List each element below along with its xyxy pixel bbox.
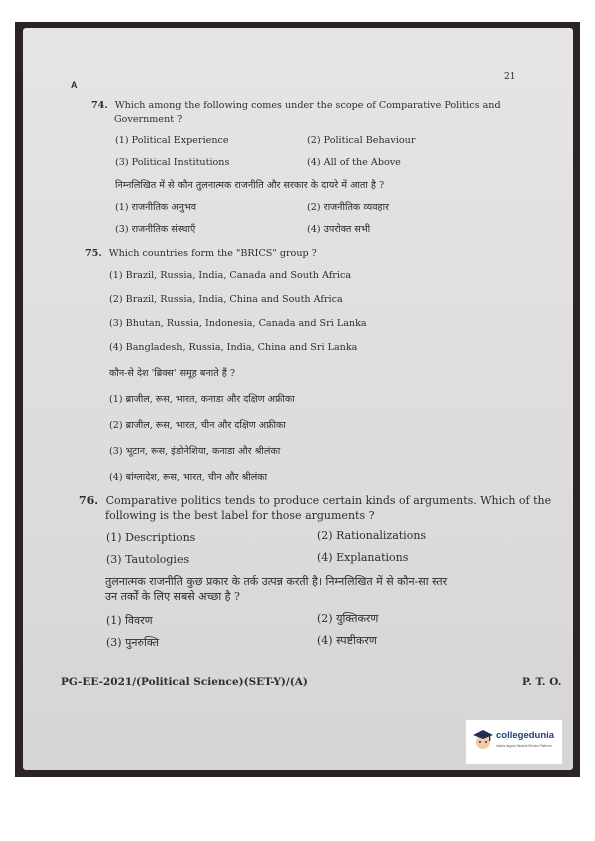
option-75-3-en: (3) Bhutan, Russia, Indonesia, Canada and Sri Lanka	[109, 318, 367, 329]
option-75-2-hi: (2) ब्राजील, रूस, भारत, चीन और दक्षिण अफ्रीका	[109, 420, 286, 431]
question-number: 74.	[91, 100, 108, 111]
option-75-3-hi: (3) भूटान, रूस, इंडोनेशिया, कनाडा और श्रीलंका	[109, 446, 281, 457]
option-76-1-en: (1) Descriptions	[106, 531, 196, 544]
logo-wordmark: collegedunia	[496, 730, 555, 741]
question-text-line: उन तर्कों के लिए सबसे अच्छा है ?	[105, 590, 240, 603]
question-number: 76.	[79, 494, 99, 507]
logo-tagline: India's largest Student Review Platform	[496, 744, 552, 748]
graduate-cap-icon	[472, 729, 494, 751]
option-75-1-hi: (1) ब्राजील, रूस, भारत, कनाडा और दक्षिण अफ्रीका	[109, 394, 295, 405]
option-75-4-en: (4) Bangladesh, Russia, India, China and Sri Lanka	[109, 342, 358, 353]
option-74-2-en: (2) Political Behaviour	[307, 135, 416, 146]
option-74-4-hi: (4) उपरोक्त सभी	[307, 224, 371, 235]
question-text-line: Which countries form the "BRICS" group ?	[108, 248, 317, 259]
photo-background	[15, 22, 580, 777]
option-76-3-en: (3) Tautologies	[106, 553, 190, 566]
option-74-1-en: (1) Political Experience	[115, 135, 229, 146]
option-74-3-hi: (3) राजनीतिक संस्थाएँ	[115, 224, 196, 235]
question-number: 75.	[85, 248, 102, 259]
page-content	[61, 28, 563, 770]
option-75-4-hi: (4) बांग्लादेश, रूस, भारत, चीन और श्रीलंका	[109, 472, 268, 483]
question-text-line: Which among the following comes under the scope of Comparative Politics and	[114, 100, 501, 111]
question-74-text-hi: निम्नलिखित में से कौन तुलनात्मक राजनीति और सरकार के दायरे में आता है ?	[115, 180, 385, 191]
option-74-2-hi: (2) राजनीतिक व्यवहार	[307, 202, 390, 213]
question-76-text-hi: तुलनात्मक राजनीति कुछ प्रकार के तर्क उत्पन्न करती है। निम्नलिखित में से कौन-सा स्तर	[105, 575, 448, 588]
paper-code: PG-EE-2021/(Political Science)(SET-Y)/(A)	[61, 676, 308, 688]
option-74-1-hi: (1) राजनीतिक अनुभव	[115, 202, 197, 213]
option-76-2-en: (2) Rationalizations	[317, 529, 427, 542]
option-76-4-en: (4) Explanations	[317, 551, 409, 564]
question-text-line: following is the best label for those arguments ?	[105, 509, 375, 522]
question-text-line: Comparative politics tends to produce certain kinds of arguments. Which of the	[105, 494, 552, 507]
option-75-2-en: (2) Brazil, Russia, India, China and South Africa	[109, 294, 343, 305]
option-76-1-hi: (1) विवरण	[106, 614, 153, 627]
option-76-4-hi: (4) स्पष्टीकरण	[317, 634, 377, 647]
question-74-text-en	[91, 98, 501, 113]
option-76-3-hi: (3) पुनरुक्ति	[106, 636, 160, 649]
option-76-2-hi: (2) युक्तिकरण	[317, 612, 379, 625]
please-turn-over: P. T. O.	[522, 676, 562, 688]
page-number: 21	[504, 72, 516, 82]
question-text-line: Government ?	[114, 114, 183, 125]
question-76-text-en	[79, 494, 551, 508]
question-75-text-hi: कौन-से देश 'ब्रिक्स' समूह बनाते हैं ?	[109, 368, 236, 379]
exam-page	[23, 28, 573, 770]
option-74-4-en: (4) All of the Above	[307, 157, 401, 168]
option-75-1-en: (1) Brazil, Russia, India, Canada and South Africa	[109, 270, 352, 281]
question-75-text-en	[85, 246, 317, 261]
collegedunia-watermark	[465, 719, 563, 765]
set-label: A	[71, 80, 78, 90]
option-74-3-en: (3) Political Institutions	[115, 157, 230, 168]
